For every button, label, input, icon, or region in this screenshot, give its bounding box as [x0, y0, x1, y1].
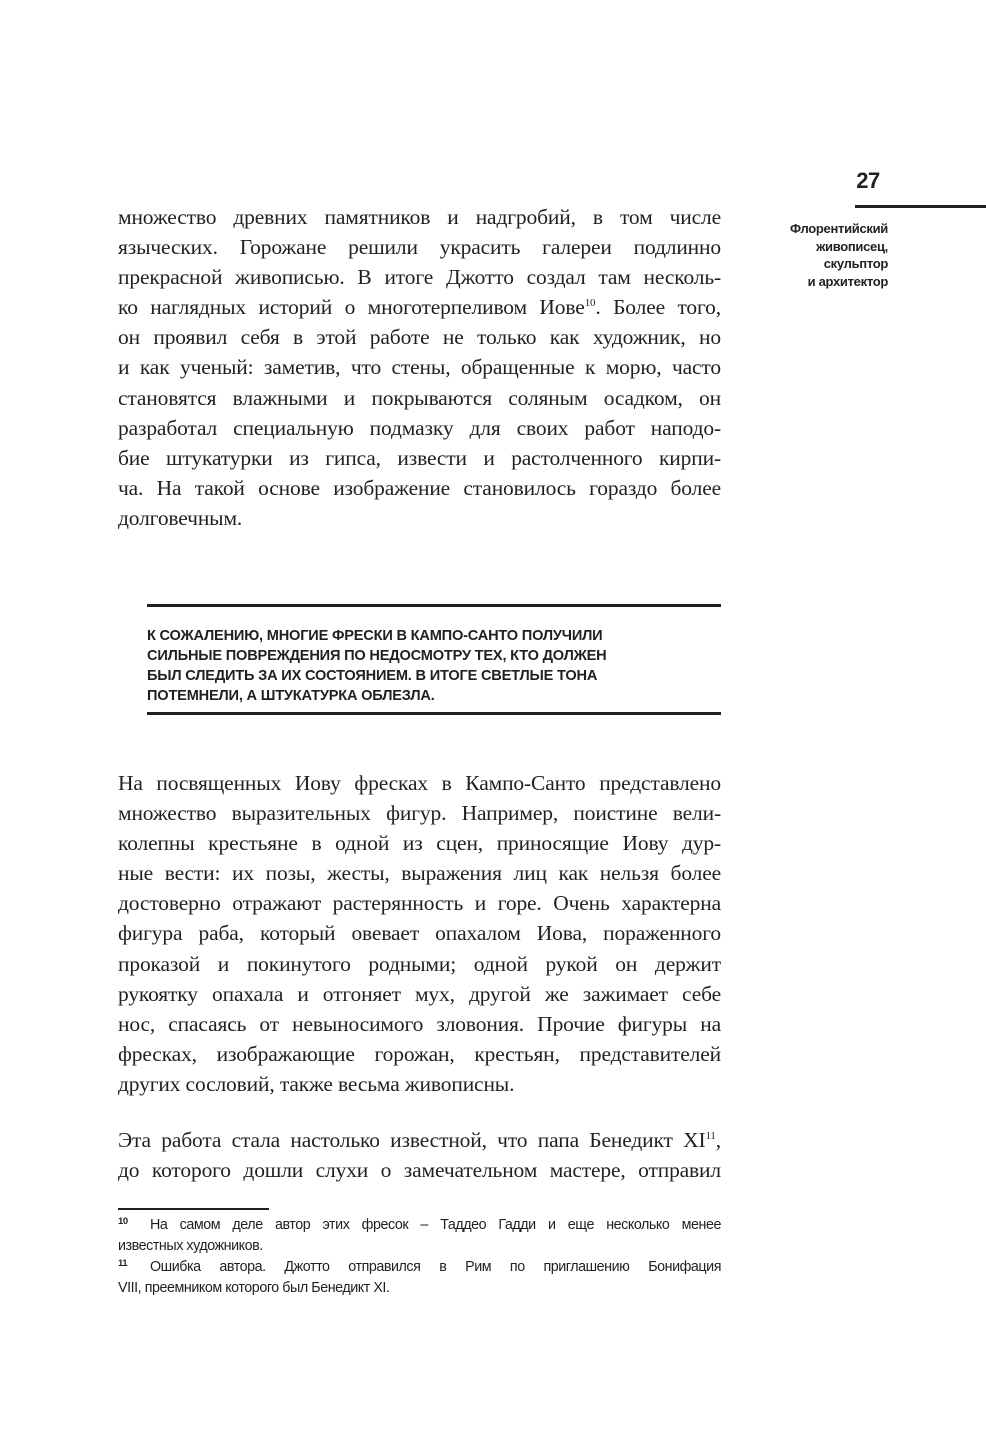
- text-line: фигура раба, который овевает опахалом Иова, пораженного: [118, 921, 721, 946]
- text-line: проказой и покинутого родными; одной рукой он держит: [118, 951, 721, 976]
- text-line: достоверно отражают растерянность и горе. Очень характерна: [118, 891, 721, 916]
- header-rule: [855, 205, 986, 208]
- footnote-10: [118, 1215, 721, 1257]
- text-line: фресках, изображающие горожан, крестьян, представителей: [118, 1041, 721, 1066]
- footnote-text: На самом деле автор этих фресок – Таддео Гадди и еще несколько менее: [150, 1217, 721, 1233]
- text-line: становятся влажными и покрываются соляным осадком, он: [118, 385, 721, 410]
- text-line: он проявил себя в этой работе не только как художник, но: [118, 325, 721, 350]
- footnote-ref-10[interactable]: 10: [584, 297, 596, 310]
- text-line: [118, 292, 721, 322]
- footnote-line: 10 На самом деле автор этих фресок – Таддео Гадди и еще несколько менее: [118, 1216, 721, 1233]
- callout-rule-top: [147, 604, 721, 607]
- footnote-rule: [118, 1208, 269, 1210]
- text-line: разработал специальную подмазку для своих работ наподо-: [118, 415, 721, 440]
- text-line: рукоятку опахала и отгоняет мух, другой же зажимает себе: [118, 981, 721, 1006]
- text-line: до которого дошли слухи о замечательном мастере, отправил: [118, 1158, 721, 1183]
- footnote-11: [118, 1257, 721, 1299]
- text-fragment: . Более того,: [595, 295, 721, 320]
- text-line: других сословий, также весьма живописны.: [118, 1071, 515, 1096]
- footnotes: [118, 1215, 721, 1299]
- running-head: [740, 220, 888, 290]
- text-line: и как ученый: заметив, что стены, обращенные к морю, часто: [118, 355, 721, 380]
- text-line: [118, 1125, 721, 1155]
- text-line: бие штукатурки из гипса, извести и растолченного кирпи-: [118, 445, 721, 470]
- text-line: колепны крестьяне в одной из сцен, приносящие Иову дур-: [118, 831, 721, 856]
- footnote-ref-11[interactable]: 11: [705, 1130, 716, 1142]
- paragraph-2: [118, 768, 721, 1099]
- text-fragment: ко наглядных историй о многотерпеливом Иове: [118, 295, 585, 320]
- text-line: На посвященных Иову фресках в Кампо-Санто представлено: [118, 771, 721, 795]
- text-line: множество выразительных фигур. Например, поистине вели-: [118, 801, 721, 826]
- callout-rule-bottom: [147, 712, 721, 715]
- paragraph-1: [118, 202, 721, 533]
- text-line: долговечным.: [118, 505, 243, 530]
- running-head-line: живописец,: [816, 238, 888, 254]
- text-line: ные вести: их позы, жесты, выражения лиц как нельзя более: [118, 861, 721, 886]
- text-line: ча. На такой основе изображение становилось гораздо более: [118, 475, 721, 500]
- running-head-line: Флорентийский: [790, 221, 888, 236]
- pull-quote: [147, 626, 721, 706]
- pull-quote-line: К СОЖАЛЕНИЮ, МНОГИЕ ФРЕСКИ В КАМПО-САНТО ПОЛУЧИЛИ: [147, 628, 603, 644]
- footnote-line: известных художников.: [118, 1238, 263, 1254]
- pull-quote-line: БЫЛ СЛЕДИТЬ ЗА ИХ СОСТОЯНИЕМ. В ИТОГЕ СВЕТЛЫЕ ТОНА: [147, 668, 598, 684]
- pull-quote-line: ПОТЕМНЕЛИ, А ШТУКАТУРКА ОБЛЕЗЛА.: [147, 688, 435, 704]
- paragraph-3: [118, 1125, 721, 1185]
- text-fragment: ,: [715, 1128, 721, 1152]
- text-fragment: Эта работа стала настолько известной, что папа Бенедикт XI: [118, 1128, 706, 1152]
- footnote-text: Ошибка автора. Джотто отправился в Рим по приглашению Бонифация: [150, 1259, 721, 1275]
- pull-quote-line: СИЛЬНЫЕ ПОВРЕЖДЕНИЯ ПО НЕДОСМОТРУ ТЕХ, КТО ДОЛЖЕН: [147, 648, 607, 664]
- page-number: 27: [856, 168, 880, 193]
- running-head-line: скульптор: [823, 256, 888, 271]
- text-line: нос, спасаясь от невыносимого зловония. Прочие фигуры на: [118, 1011, 721, 1036]
- text-line: прекрасной живописью. В итоге Джотто создал там несколь-: [118, 265, 721, 290]
- footnote-line: 11 Ошибка автора. Джотто отправился в Рим по приглашению Бонифация: [118, 1258, 721, 1275]
- text-line: языческих. Горожане решили украсить галереи подлинно: [118, 235, 721, 260]
- footnote-line: VIII, преемником которого был Бенедикт XI.: [118, 1280, 390, 1296]
- text-line: множество древних памятников и надгробий, в том числе: [118, 205, 721, 229]
- running-head-line: и архитектор: [807, 273, 888, 289]
